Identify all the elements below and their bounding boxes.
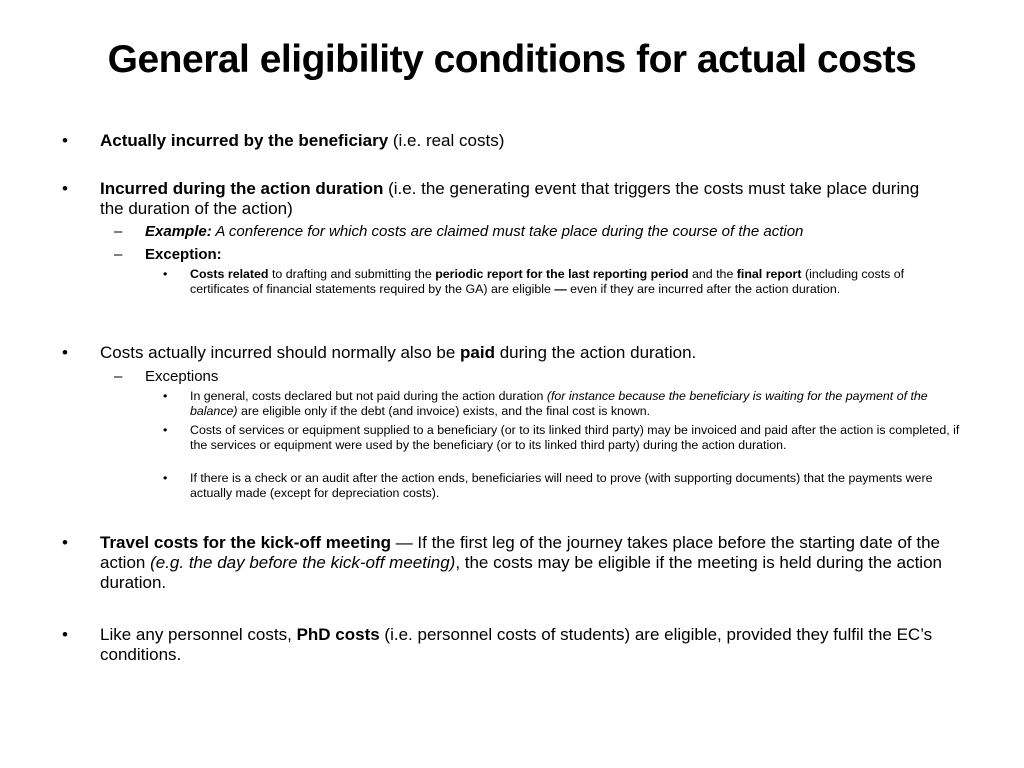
bullet-bold-text: paid [460, 343, 495, 362]
bullet-travel-costs [62, 533, 970, 593]
text: If there is a check or an audit after the action ends, beneficiaries will need to prove (with supporting documents) that the payments were actually made (except for depreciation costs). [190, 471, 933, 500]
bullet-bold-text: Travel costs for the kick-off meeting [100, 533, 391, 552]
text: Costs of services or equipment supplied to a beneficiary (or to its linked third party) may be invoiced and paid after the action is completed, if the services or equipment were used by the beneficiary (or to its linked third party) during the action duration. [190, 423, 960, 452]
sub-sub-bullet-not-paid [163, 389, 965, 419]
sub-bullet-exceptions [114, 368, 945, 386]
dash-icon: – [114, 223, 123, 240]
italic-text: (e.g. the day before the kick-off meeting) [150, 553, 456, 572]
sub-sub-bullet-audit [163, 471, 965, 501]
bullet-text: (i.e. real costs) [388, 131, 505, 150]
text: even if they are incurred after the action duration. [566, 282, 841, 296]
bullet-paid-during [62, 343, 960, 363]
text: and the [688, 267, 737, 281]
bullet-incurred-during [62, 179, 945, 219]
bullet-icon: • [62, 533, 68, 552]
italic-text: (for instance because the beneficiary is waiting for the payment of the balance) [190, 389, 928, 418]
bullet-text: , the costs may be eligible if the meeting is held during the action duration. [100, 553, 942, 592]
bold-text: Costs related [190, 267, 269, 281]
example-text: A conference for which costs are claimed must take place during the course of the action [211, 223, 804, 240]
bullet-icon: • [62, 343, 68, 362]
dash-icon: – [114, 368, 123, 385]
text: to drafting and submitting the [268, 267, 436, 281]
bold-text: final report [736, 267, 802, 281]
text: are eligible only if the debt (and invoice) exists, and the final cost is known. [237, 404, 651, 418]
bullet-text: (i.e. the generating event that triggers the costs must take place during the duration of the action) [100, 179, 920, 218]
slide-title: General eligibility conditions for actual costs [107, 38, 917, 81]
sub-bullet-exception [114, 246, 945, 264]
bold-text: — [554, 282, 567, 296]
bullet-text: Costs actually incurred should normally also be [100, 343, 461, 362]
bullet-bold-text: Incurred during the action duration [100, 179, 384, 198]
bullet-bold-text: PhD costs [296, 625, 380, 644]
exceptions-label: Exceptions [145, 368, 219, 385]
bold-text: periodic report for the last reporting period [435, 267, 689, 281]
bullet-icon: • [163, 471, 168, 485]
bullet-text: Like any personnel costs, [100, 625, 297, 644]
text: (including costs of certificates of financial statements required by the GA) are eligible [190, 267, 905, 296]
bullet-icon: • [163, 389, 168, 403]
sub-sub-bullet-costs-related [163, 267, 965, 297]
sub-sub-bullet-services [163, 423, 965, 453]
dash-icon: – [114, 246, 123, 263]
bullet-bold-text: Actually incurred by the beneficiary [100, 131, 389, 150]
sub-bullet-example [114, 223, 945, 241]
bullet-icon: • [62, 131, 68, 150]
bullet-icon: • [62, 179, 68, 198]
bullet-actually-incurred [62, 131, 960, 151]
exception-label: Exception: [145, 246, 222, 263]
bullet-text: (i.e. personnel costs of students) are eligible, provided they fulfil the EC’s conditions. [100, 625, 933, 664]
bullet-icon: • [163, 267, 168, 281]
bullet-icon: • [163, 423, 168, 437]
bullet-icon: • [62, 625, 68, 644]
example-label: Example: [145, 223, 212, 240]
bullet-phd-costs [62, 625, 940, 665]
text: In general, costs declared but not paid during the action duration [190, 389, 547, 403]
bullet-text: during the action duration. [494, 343, 697, 362]
bullet-text: — If the first leg of the journey takes place before the starting date of the action [100, 533, 941, 572]
